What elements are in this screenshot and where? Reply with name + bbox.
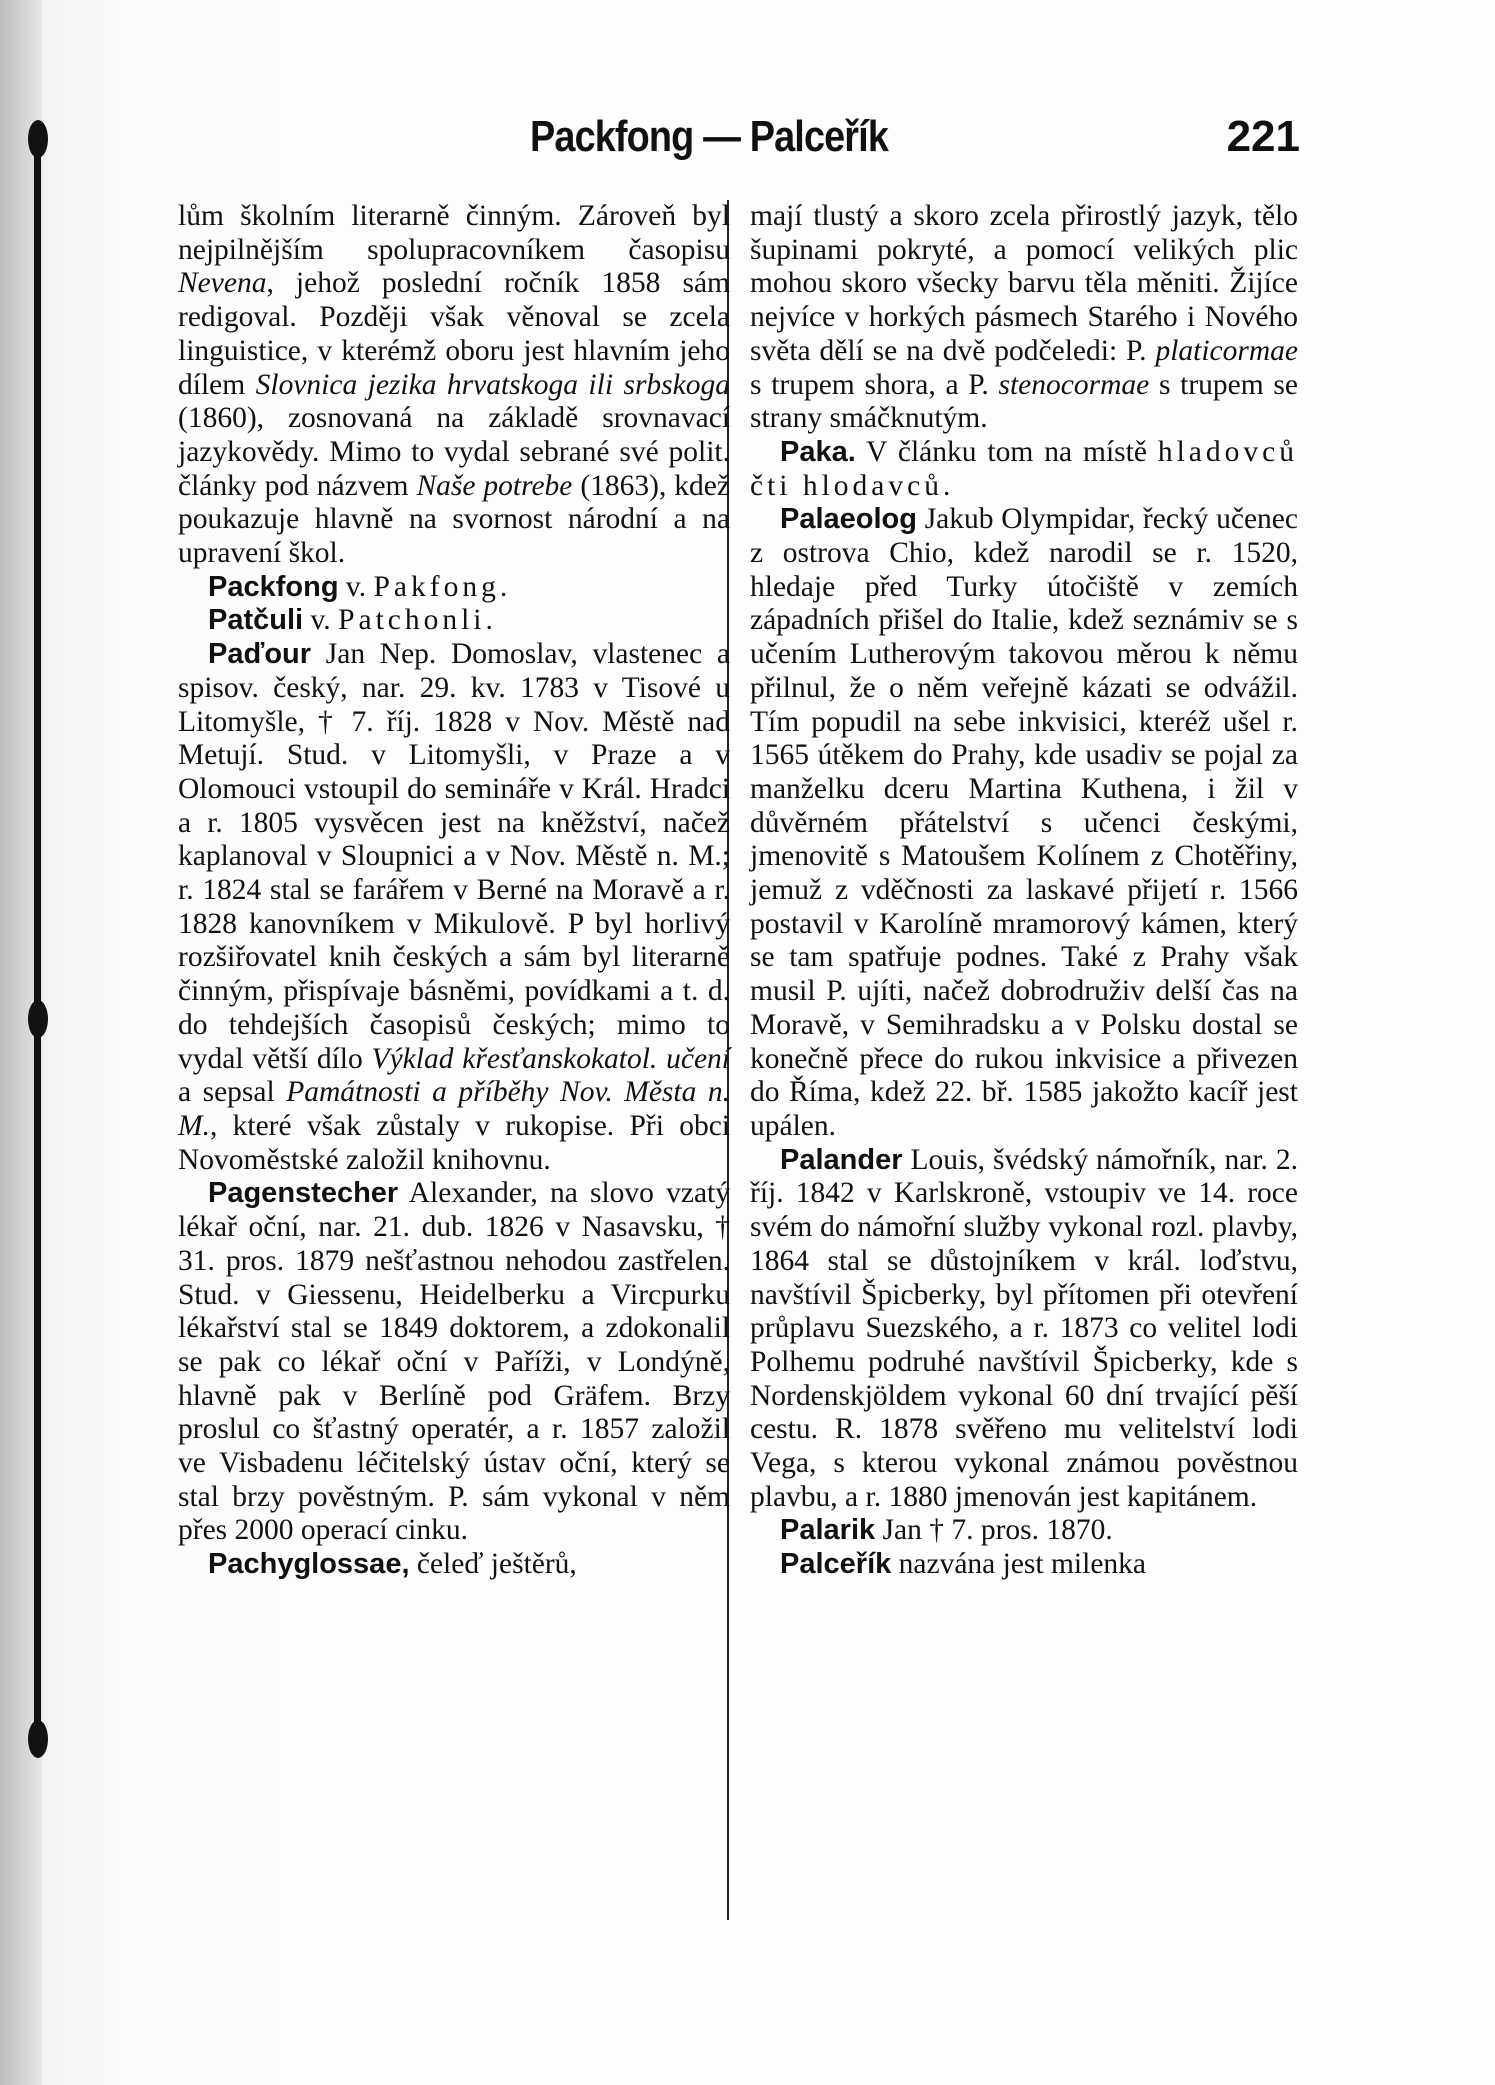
entry-palcerik	[750, 1548, 1298, 1582]
spaced-text: hladovců čti hlodavců.	[750, 435, 1298, 502]
body-text: a sepsal	[178, 1076, 287, 1109]
headword: Palaeolog	[780, 503, 917, 536]
italic-title: Slovnica jezika hrvatskoga ili srbskoga	[255, 368, 730, 401]
entry-continuation	[750, 200, 1298, 436]
body-text: v.	[303, 604, 339, 637]
body-text: lům školním literarně činným. Zároveň byl nejpilnějším spolupracovníkem časopisu	[178, 200, 730, 266]
entry-pachyglossae	[178, 1548, 730, 1582]
binding-mark	[28, 120, 48, 158]
italic-term: platicormae	[1155, 334, 1298, 367]
right-column	[750, 200, 1298, 1960]
binding-mark	[28, 1720, 48, 1758]
headword: Pagenstecher	[208, 1177, 399, 1210]
binding-rule	[34, 150, 41, 1750]
cross-reference: Patchonli.	[338, 604, 497, 637]
body-text: , které však zůstaly v rukopise. Při obci Novoměstské založil knihovnu.	[178, 1109, 730, 1176]
entry-continuation	[178, 200, 730, 571]
body-text: v.	[338, 570, 374, 603]
body-text: čeleď ještěrů,	[409, 1548, 577, 1581]
italic-title: Naše potrebe	[416, 469, 573, 502]
body-text: mají tlustý a skoro zcela přirostlý jazyk, tělo šupinami pokryté, a pomocí velikých plic mohou skoro všecky barvu těla měniti. Žijíce nejvíce v horkých pásmech Starého i Nového světa dělí se na dvě podčeledi: P.	[750, 200, 1298, 367]
left-column	[178, 200, 730, 1960]
entry-pagenstecher	[178, 1177, 730, 1548]
italic-title: Památnosti a příběhy Nov. Města n. M.	[178, 1076, 731, 1142]
headword: Packfong	[208, 570, 339, 603]
entry-palarik	[750, 1514, 1298, 1548]
body-text: Jan Nep. Domoslav, vlastenec a spisov. český, nar. 29. kv. 1783 v Tisové u Litomyšle, † 7. říj. 1828 v Nov. Městě nad Metují. Stud. v Litomyšli, v Praze a v Olomouci vstoupil do semináře v Král. Hradci a r. 1805 vysvěcen jest na kněžství, načež kaplanoval v Sloupnici a v Nov. Městě n. M.; r. 1824 stal se farářem v Berné na Moravě a r. 1828 kanovníkem v Mikulově. P byl horlivý rozšiřovatel knih českých a sám byl literarně činným, přispívaje básněmi, povídkami a t. d. do tehdejších časopisů českých; mimo to vydal větší dílo	[178, 638, 730, 1075]
running-title: Packfong — Palceřík	[530, 112, 889, 161]
entry-paka	[750, 436, 1298, 503]
cross-reference: Pakfong.	[373, 570, 512, 603]
headword: Palarik	[780, 1514, 876, 1547]
headword: Paka.	[780, 435, 856, 468]
body-text: V článku tom na místě	[855, 435, 1158, 468]
entry-palander	[750, 1144, 1298, 1515]
entry-padour	[178, 638, 730, 1177]
entry-patculi	[178, 604, 730, 638]
body-text: Jakub Olympidar, řecký učenec z ostrova Chio, kdež narodil se r. 1520, hledaje před Turky útočiště v zemích západních přišel do Italie, kdež seznámiv se s učením Lutherovým takovou měrou k němu přilnul, že o něm veřejně kázati se odvážil. Tím popudil na sebe inkvisici, kteréž ušel r. 1565 útěkem do Prahy, kde usadiv se pojal za manželku dceru Martina Kuthena, i žil v důvěrném přátelství s učenci českými, jmenovitě s Matoušem Kolínem z Chotěřiny, jemuž z vděčnosti za laskavé přijetí r. 1566 postavil v Karolíně mramorový kámen, který se tam spatřuje podnes. Také z Prahy však musil P. ujíti, načež dobrodruživ delší čas na Moravě, v Semihradsku a v Polsku dostal se konečně přece do rukou inkvisice a přivezen do Říma, kdež 22. bř. 1585 jakožto kacíř jest upálen.	[750, 503, 1298, 1142]
body-text: s trupem se strany smáčknutým.	[750, 368, 1298, 435]
body-text: nazvána jest milenka	[891, 1548, 1147, 1581]
headword: Palander	[780, 1143, 903, 1176]
headword: Pachyglossae,	[208, 1548, 410, 1581]
body-text: (1860), zosnovaná na základě srovnavací jazykovědy. Mimo to vydal sebrané své polit. články pod názvem	[178, 402, 730, 502]
headword: Paďour	[208, 638, 312, 671]
body-text: , jehož poslední ročník 1858 sám redigoval. Později však věnoval se zcela linguistice, v kterémž oboru jest hlavním jeho dílem	[178, 267, 730, 401]
body-text: (1863), kdež poukazuje hlavně na svornost národní a na upravení škol.	[178, 469, 730, 570]
page-header	[530, 112, 1300, 172]
body-text: s trupem shora, a P.	[750, 368, 999, 401]
body-text: Jan † 7. pros. 1870.	[875, 1514, 1113, 1547]
entry-packfong	[178, 571, 730, 605]
italic-term: stenocormae	[998, 368, 1150, 401]
headword: Patčuli	[208, 604, 304, 637]
italic-title: Výklad křesťanskokatol. učení	[371, 1042, 730, 1075]
binding-mark	[28, 1000, 48, 1038]
italic-title: Nevena	[178, 267, 267, 300]
headword: Palceřík	[780, 1548, 892, 1581]
page-number: 221	[1226, 112, 1300, 161]
entry-palaeolog	[750, 503, 1298, 1143]
body-text: Alexander, na slovo vzatý lékař oční, nar. 21. dub. 1826 v Nasavsku, † 31. pros. 1879 nešťastnou nehodou zastřelen. Stud. v Giessenu, Heidelberku a Vircpurku lékařství stal se 1849 doktorem, a zdokonalil se pak co lékař oční v Paříži, v Londýně, hlavně pak v Berlíně pod Gräfem. Brzy proslul co šťastný operatér, a r. 1857 založil ve Visbadenu léčitelský ústav oční, který se stal brzy pověstným. P. sám vykonal v něm přes 2000 operací cinku.	[178, 1177, 730, 1547]
body-text: Louis, švédský námořník, nar. 2. říj. 1842 v Karlskroně, vstoupiv ve 14. roce svém do námořní služby vykonal rozl. plavby, 1864 stal se důstojníkem v král. loďstvu, navštívil Špicberky, byl přítomen při otevření průplavu Suezského, a r. 1873 co velitel lodi Polhemu podruhé navštívil Špicberky, kde s Nordenskjöldem vykonal 60 dní trvající pěší cestu. R. 1878 svěřeno mu velitelství lodi Vega, s kterou vykonal známou pověstnou plavbu, a r. 1880 jmenován jest kapitánem.	[750, 1143, 1298, 1513]
